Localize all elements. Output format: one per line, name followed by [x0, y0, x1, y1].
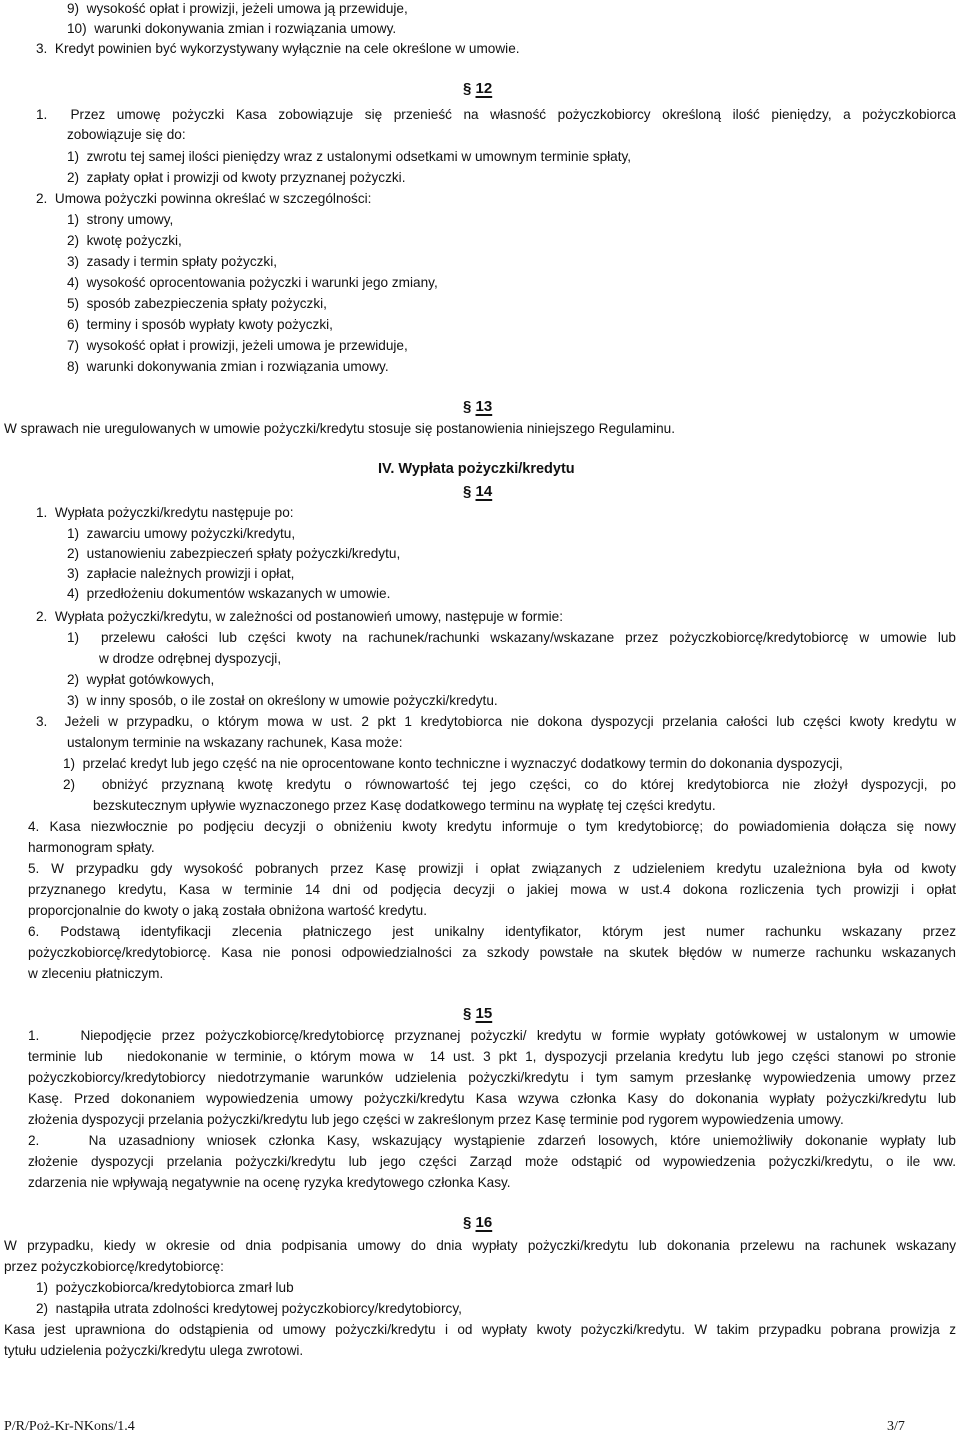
list-item: bezskutecznym upływie wyznaczonego przez Kasę dodatkowego terminu na wypłatę tej części kredytu. [93, 798, 716, 813]
list-item: 1) przelewu całości lub części kwoty na rachunek/rachunki wskazany/wskazane przez pożyczkobiorcę/kredytobiorcę w umowie lub [67, 630, 956, 645]
list-item: 3) zapłacie należnych prowizji i opłat, [67, 566, 295, 581]
section-number: 15 [475, 1005, 493, 1022]
paragraph-line: harmonogram spłaty. [28, 840, 155, 855]
list-item: 2) wypłat gotówkowych, [67, 672, 215, 687]
list-item: 2) kwotę pożyczki, [67, 233, 182, 248]
paragraph-line: złożenie dyspozycji przelania pożyczki/kredytu lub jego części Zarząd może odstąpić od wypowiedzenia pożyczki/kredytu, o ile ww. [28, 1154, 956, 1169]
list-item: 1) pożyczkobiorca/kredytobiorca zmarł lub [36, 1280, 294, 1295]
list-item: 1) strony umowy, [67, 212, 174, 227]
paragraph-line: W sprawach nie uregulowanych w umowie pożyczki/kredytu stosuje się postanowienia niniejszego Regulaminu. [4, 421, 675, 436]
list-item: 7) wysokość opłat i prowizji, jeżeli umowa je przewiduje, [67, 338, 408, 353]
chapter-title: IV. Wypłata pożyczki/kredytu [378, 461, 575, 477]
paragraph-line: 1. Niepodjęcie przez pożyczkobiorcę/kredytobiorcę przyznanej pożyczki/ kredytu w formie wypłaty gotówkowej w ustalonym w umowie [28, 1028, 956, 1043]
list-item: 6) terminy i sposób wypłaty kwoty pożyczki, [67, 317, 333, 332]
section-heading-15: § 15 [463, 1005, 493, 1022]
list-item: 1) zawarciu umowy pożyczki/kredytu, [67, 526, 296, 541]
list-item: w drodze odrębnej dyspozycji, [99, 651, 282, 666]
paragraph-line: przez pożyczkobiorcę/kredytobiorcę: [4, 1259, 224, 1274]
list-item: 1) zwrotu tej samej ilości pieniędzy wraz z ustalonymi odsetkami w umownym terminie spłaty, [67, 149, 632, 164]
paragraph-line: Kasa jest uprawniona do odstąpienia od umowy pożyczki/kredytu i od wypłaty kwoty pożyczki/kredytu. W takim przypadku pobrana prowizja z [4, 1322, 956, 1337]
paragraph-line: 3. Jeżeli w przypadku, o którym mowa w ust. 2 pkt 1 kredytobiorca nie dokona dyspozycji przelania całości lub części kwoty kredytu w [36, 714, 956, 729]
paragraph-line: zobowiązuje się do: [67, 127, 186, 142]
paragraph-line: 5. W przypadku gdy wysokość pobranych przez Kasę prowizji i opłat związanych z udzieleniem kredytu uzależniona była od kwoty [28, 861, 956, 876]
paragraph-line: 2. Wypłata pożyczki/kredytu, w zależności od postanowień umowy, następuje w formie: [36, 609, 564, 624]
list-item: 2) nastąpiła utrata zdolności kredytowej pożyczkobiorcy/kredytobiorcy, [36, 1301, 462, 1316]
paragraph-line: 6. Podstawą identyfikacji zlecenia płatniczego jest unikalny identyfikator, którym jest numer rachunku wskazany przez [28, 924, 956, 939]
paragraph-line: 4. Kasa niezwłocznie po podjęciu decyzji o obniżeniu kwoty kredytu informuje o tym kredytobiorcę; do powiadomienia dołącza się nowy [28, 819, 956, 834]
paragraph-line: 2. Umowa pożyczki powinna określać w szczególności: [36, 191, 372, 206]
footer-document-code: P/R/Poż-Kr-NKons/1.4 [4, 1419, 135, 1434]
section-heading-16: § 16 [463, 1214, 493, 1231]
section-heading-13: § 13 [463, 398, 493, 415]
list-item: 3. Kredyt powinien być wykorzystywany wyłącznie na cele określone w umowie. [36, 41, 520, 56]
paragraph-line: w zleceniu płatniczym. [28, 966, 164, 981]
paragraph-line: Kasę. Przed dokonaniem wypowiedzenia umowy pożyczki/kredytu Kasa wzywa członka Kasy do dokonania wypłaty pożyczki/kredytu lub [28, 1091, 956, 1106]
list-item: 2) obniżyć przyznaną kwotę kredytu o równowartość tej jego części, co do której kredytobiorca nie złożył dyspozycji, po [63, 777, 956, 792]
footer-page-number: 3/7 [887, 1419, 905, 1434]
paragraph-line: proporcjonalnie do kwoty o jaką została obniżona wartość kredytu. [28, 903, 427, 918]
paragraph-line: przyznanego kredytu, Kasa w terminie 14 dni od podjęcia decyzji o jakiej mowa w ust.4 dokona rozliczenia tych prowizji i opłat [28, 882, 956, 897]
list-item: 2) ustanowieniu zabezpieczeń spłaty pożyczki/kredytu, [67, 546, 401, 561]
section-heading-14: § 14 [463, 483, 493, 500]
list-item: 4) wysokość oprocentowania pożyczki i warunki jego zmiany, [67, 275, 438, 290]
section-number: 13 [475, 398, 493, 415]
section-number: 16 [475, 1214, 493, 1231]
paragraph-line: W przypadku, kiedy w okresie od dnia podpisania umowy do dnia wypłaty pożyczki/kredytu lub dokonania przelewu na rachunek wskazany [4, 1238, 956, 1253]
section-number: 12 [475, 80, 493, 97]
paragraph-line: zdarzenia nie wpływają negatywnie na ocenę ryzyka kredytowego członka Kasy. [28, 1175, 511, 1190]
paragraph-line: tytułu udzielenia pożyczki/kredytu ulega zwrotowi. [4, 1343, 304, 1358]
list-item: 2) zapłaty opłat i prowizji od kwoty przyznanej pożyczki. [67, 170, 406, 185]
paragraph-line: 1. Wypłata pożyczki/kredytu następuje po: [36, 505, 294, 520]
list-item: 4) przedłożeniu dokumentów wskazanych w umowie. [67, 586, 391, 601]
list-item: 9) wysokość opłat i prowizji, jeżeli umowa ją przewiduje, [67, 1, 408, 16]
paragraph-line: terminie lub niedokonanie w terminie, o którym mowa w 14 ust. 3 pkt 1, dyspozycji przelania kredytu lub jego części stanowi po stronie [28, 1049, 956, 1064]
section-number: 14 [475, 483, 493, 500]
list-item: 10) warunki dokonywania zmian i rozwiązania umowy. [67, 21, 397, 36]
list-item: 3) w inny sposób, o ile został on określony w umowie pożyczki/kredytu. [67, 693, 498, 708]
list-item: 1) przelać kredyt lub jego część na nie oprocentowane konto techniczne i wyznaczyć dodatkowy termin do dokonania dyspozycji, [63, 756, 843, 771]
paragraph-line: złożenia dyspozycji przelania pożyczki/kredytu lub jego części w zakreślonym przez Kasę terminie pod rygorem wypowiedzenia umowy. [28, 1112, 844, 1127]
list-item: 5) sposób zabezpieczenia spłaty pożyczki, [67, 296, 327, 311]
paragraph-line: pożyczkobiorcy/kredytobiorcy niedotrzymanie warunków udzielenia pożyczki/kredytu i tym samym przesłankę wypowiedzenia umowy przez [28, 1070, 956, 1085]
list-item: 8) warunki dokonywania zmian i rozwiązania umowy. [67, 359, 389, 374]
paragraph-line: 2. Na uzasadniony wniosek członka Kasy, wskazujący wystąpienie zdarzeń losowych, które uniemożliwiły dokonanie wypłaty lub [28, 1133, 956, 1148]
section-heading-12: § 12 [463, 80, 493, 97]
paragraph-line: 1. Przez umowę pożyczki Kasa zobowiązuje się przenieść na własność pożyczkobiorcy określoną ilość pieniędzy, a pożyczkobiorca [36, 107, 956, 122]
paragraph-line: ustalonym terminie na wskazany rachunek, Kasa może: [67, 735, 403, 750]
list-item: 3) zasady i termin spłaty pożyczki, [67, 254, 278, 269]
paragraph-line: pożyczkobiorcę/kredytobiorcę. Kasa nie ponosi odpowiedzialności za szkody powstałe na skutek błędów w numerze rachunku wskazanych [28, 945, 956, 960]
